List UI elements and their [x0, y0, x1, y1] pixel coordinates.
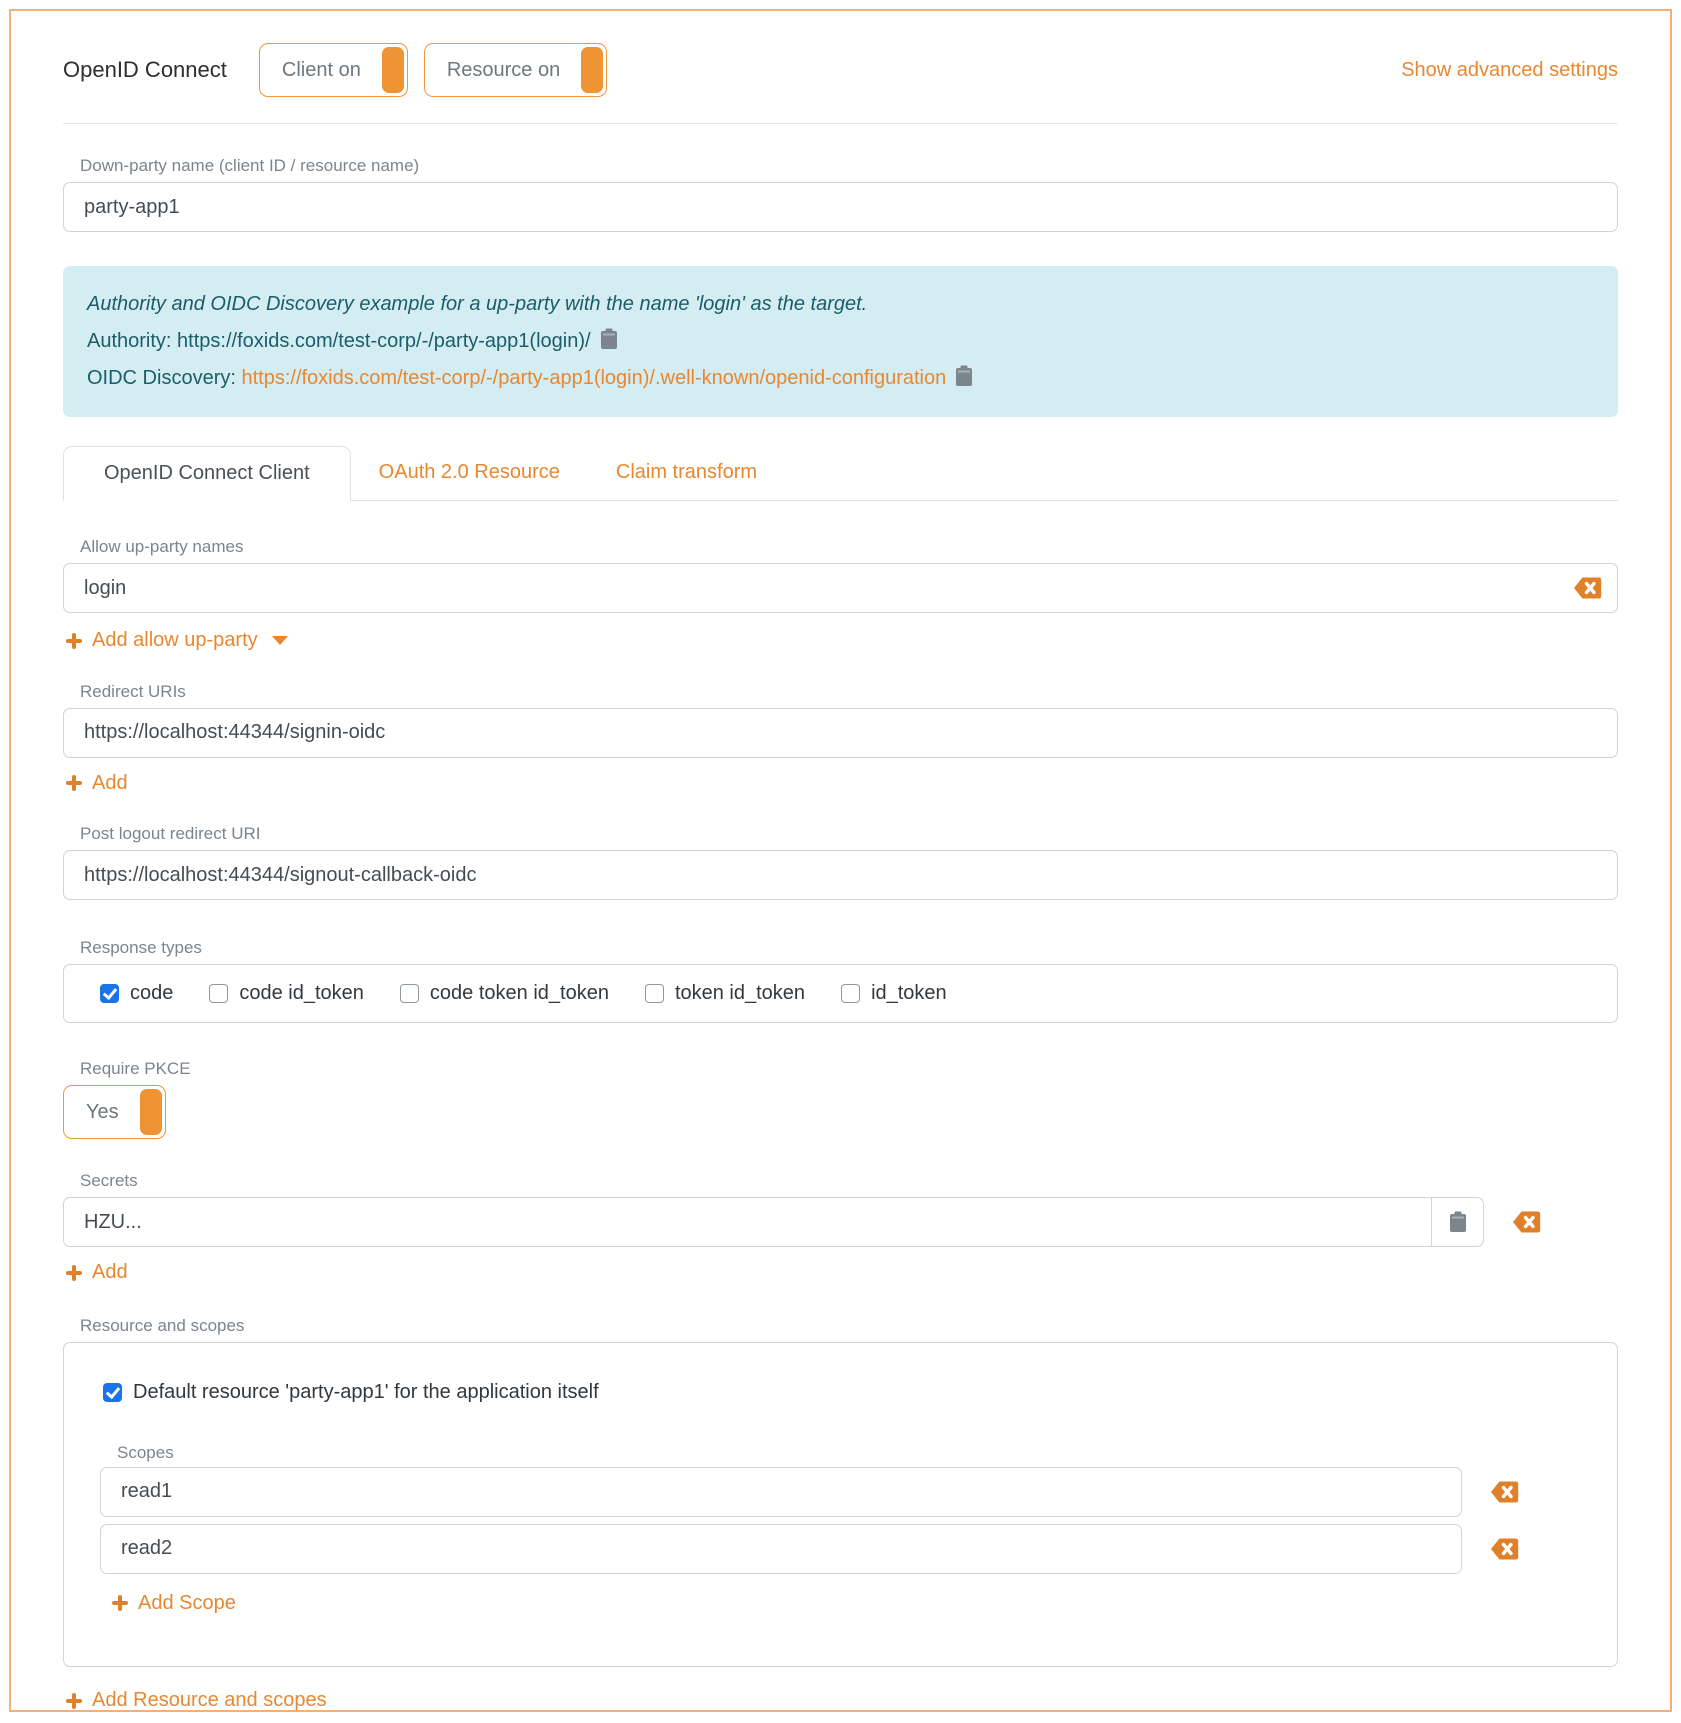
discovery-label: OIDC Discovery:	[87, 367, 242, 389]
secrets-field	[63, 1171, 1618, 1286]
remove-secret-icon[interactable]	[1512, 1210, 1541, 1234]
toggle-knob	[382, 47, 404, 93]
copy-discovery-icon[interactable]	[955, 365, 973, 387]
tab-openid-connect-client[interactable]: OpenID Connect Client	[63, 446, 351, 501]
require-pkce-toggle-label: Yes	[86, 1100, 119, 1123]
down-party-name-field	[63, 156, 1618, 232]
require-pkce-toggle[interactable]	[63, 1085, 166, 1139]
resource-scopes-field	[63, 1316, 1618, 1713]
scope-row	[100, 1524, 1597, 1574]
post-logout-field	[63, 824, 1618, 900]
add-secret-label: Add	[92, 1261, 128, 1283]
plus-icon	[66, 1693, 82, 1709]
tab-oauth2-resource[interactable]: OAuth 2.0 Resource	[378, 461, 560, 483]
allow-up-party-input[interactable]	[63, 563, 1618, 613]
remove-scope-icon[interactable]	[1490, 1537, 1519, 1561]
response-type-code[interactable]	[100, 982, 173, 1005]
info-box	[63, 266, 1618, 417]
scope-input-1[interactable]	[100, 1467, 1462, 1517]
redirect-uri-input[interactable]	[63, 708, 1618, 758]
allow-up-party-field	[63, 537, 1618, 654]
resource-on-toggle[interactable]	[424, 43, 607, 97]
chevron-down-icon	[272, 636, 288, 645]
scopes-label: Scopes	[117, 1442, 174, 1462]
add-allow-up-party-label: Add allow up-party	[92, 629, 258, 651]
resource-scopes-label: Resource and scopes	[80, 1315, 245, 1335]
authority-label: Authority:	[87, 330, 178, 352]
tab-claim-transform[interactable]: Claim transform	[615, 461, 758, 483]
down-party-name-label: Down-party name (client ID / resource name)	[80, 156, 420, 175]
default-resource-checkbox-row[interactable]	[103, 1381, 599, 1404]
response-type-code-token-id-token[interactable]	[400, 982, 609, 1005]
default-resource-checkbox[interactable]	[103, 1383, 122, 1402]
checkbox-code[interactable]	[100, 984, 119, 1003]
add-resource-scopes-link[interactable]	[66, 1689, 327, 1712]
header	[63, 43, 1618, 97]
add-allow-up-party-link[interactable]	[66, 629, 288, 652]
header-divider	[63, 123, 1618, 124]
page-container	[9, 9, 1672, 1712]
scope-input-2[interactable]	[100, 1524, 1462, 1574]
response-type-token-id-token-label: token id_token	[674, 982, 806, 1004]
discovery-link[interactable]: https://foxids.com/test-corp/-/party-app1(login)/.well-known/openid-configuration	[241, 367, 947, 389]
response-type-token-id-token[interactable]	[645, 982, 805, 1005]
plus-icon	[112, 1595, 128, 1611]
page-title: OpenID Connect	[63, 57, 227, 82]
authority-value: https://foxids.com/test-corp/-/party-app1(login)/	[177, 330, 591, 352]
scope-row	[100, 1467, 1597, 1517]
post-logout-input[interactable]	[63, 850, 1618, 900]
client-on-toggle[interactable]	[259, 43, 408, 97]
require-pkce-label: Require PKCE	[80, 1059, 191, 1078]
plus-icon	[66, 1265, 82, 1281]
response-type-code-id-token-label: code id_token	[239, 982, 364, 1004]
add-scope-label: Add Scope	[138, 1591, 236, 1614]
checkbox-id-token[interactable]	[841, 984, 860, 1003]
resource-scopes-box	[63, 1342, 1618, 1668]
discovery-line	[87, 360, 1594, 397]
redirect-uris-label: Redirect URIs	[80, 681, 186, 701]
checkbox-code-id-token[interactable]	[209, 984, 228, 1003]
checkbox-token-id-token[interactable]	[645, 984, 664, 1003]
require-pkce-field	[63, 1059, 1618, 1139]
post-logout-label: Post logout redirect URI	[80, 824, 261, 843]
tab-bar	[63, 445, 1618, 501]
add-scope-link[interactable]	[112, 1592, 236, 1615]
response-type-code-label: code	[130, 982, 174, 1004]
info-example-text: Authority and OIDC Discovery example for a up-party with the name 'login' as the target.	[87, 293, 868, 315]
response-type-code-id-token[interactable]	[209, 982, 364, 1005]
copy-authority-icon[interactable]	[600, 328, 618, 350]
add-secret-link[interactable]	[66, 1261, 128, 1284]
copy-secret-button[interactable]	[1431, 1197, 1484, 1247]
response-types-label: Response types	[80, 938, 202, 957]
show-advanced-settings-link[interactable]: Show advanced settings	[1401, 58, 1618, 81]
add-redirect-uri-label: Add	[92, 771, 128, 794]
clipboard-icon	[1449, 1211, 1467, 1233]
authority-line	[87, 323, 1594, 360]
client-on-toggle-label: Client on	[281, 58, 361, 81]
toggle-knob	[140, 1089, 162, 1135]
allow-up-party-label: Allow up-party names	[80, 537, 244, 556]
add-redirect-uri-link[interactable]	[66, 772, 128, 795]
response-types-box	[63, 964, 1618, 1023]
add-resource-scopes-label: Add Resource and scopes	[92, 1689, 327, 1711]
plus-icon	[66, 775, 82, 791]
remove-up-party-icon[interactable]	[1573, 576, 1602, 600]
response-types-field	[63, 938, 1618, 1023]
default-resource-label: Default resource 'party-app1' for the application itself	[133, 1380, 599, 1403]
resource-on-toggle-label: Resource on	[446, 58, 561, 81]
toggle-knob	[581, 47, 603, 93]
plus-icon	[66, 633, 82, 649]
redirect-uris-field	[63, 682, 1618, 797]
response-type-id-token-label: id_token	[871, 982, 947, 1004]
secrets-label: Secrets	[80, 1171, 138, 1190]
checkbox-code-token-id-token[interactable]	[400, 984, 419, 1003]
secret-input[interactable]	[63, 1197, 1432, 1247]
down-party-name-input[interactable]	[63, 182, 1618, 232]
remove-scope-icon[interactable]	[1490, 1480, 1519, 1504]
response-type-code-token-id-token-label: code token id_token	[429, 982, 609, 1004]
secret-input-group	[63, 1197, 1484, 1247]
response-type-id-token[interactable]	[841, 982, 947, 1005]
